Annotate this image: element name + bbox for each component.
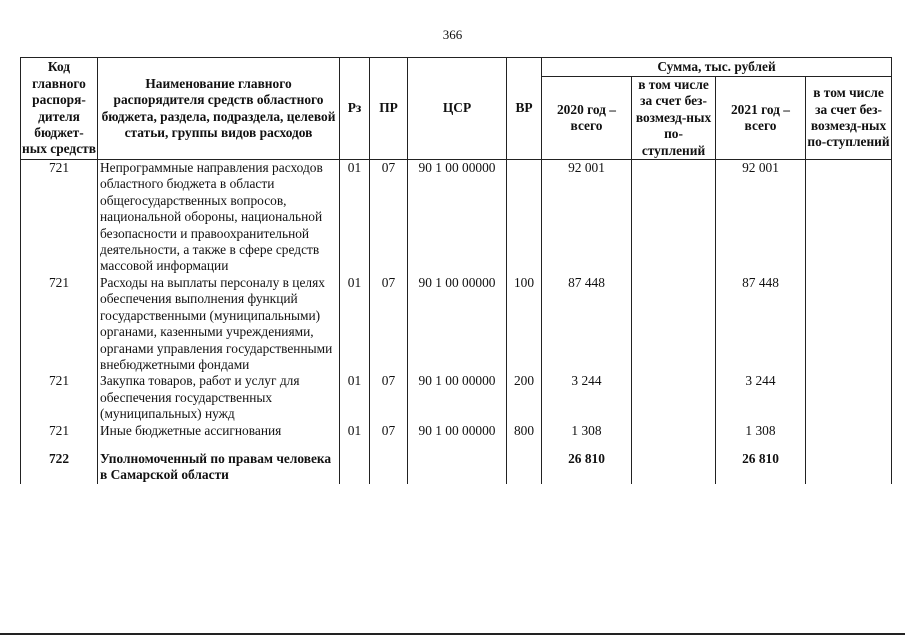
cell-csr: 90 1 00 00000 (408, 423, 507, 439)
cell-vr (507, 160, 542, 275)
cell-csr: 90 1 00 00000 (408, 373, 507, 422)
header-2021-total: 2021 год – всего (716, 77, 806, 160)
cell-2021-total: 92 001 (716, 160, 806, 275)
header-code: Код главного распоря-дителя бюджет-ных средств (21, 58, 98, 160)
cell-vr: 100 (507, 275, 542, 373)
header-csr: ЦСР (408, 58, 507, 160)
cell-rz: 01 (340, 423, 370, 439)
header-2020-total: 2020 год – всего (542, 77, 632, 160)
cell-name: Уполномоченный по правам человека в Самарской области (98, 439, 340, 484)
cell-code: 721 (21, 373, 98, 422)
cell-csr (408, 439, 507, 484)
table-row (21, 275, 892, 373)
cell-pr: 07 (370, 160, 408, 275)
cell-rz: 01 (340, 160, 370, 275)
cell-2020-incl (632, 373, 716, 422)
cell-code: 722 (21, 439, 98, 484)
cell-pr: 07 (370, 373, 408, 422)
cell-2020-incl (632, 160, 716, 275)
cell-2020-total: 1 308 (542, 423, 632, 439)
cell-name: Непрограммные направления расходов областного бюджета в области общегосударственных вопросов, национальной обороны, национальной безопасности и правоохранительной деятельности, а также в сфере средств массовой информации (98, 160, 340, 275)
cell-2021-incl (806, 423, 892, 439)
cell-2021-incl (806, 373, 892, 422)
cell-vr: 800 (507, 423, 542, 439)
header-pr: ПР (370, 58, 408, 160)
table-header (21, 58, 892, 160)
budget-table (20, 57, 892, 484)
cell-vr (507, 439, 542, 484)
cell-2021-incl (806, 275, 892, 373)
cell-pr (370, 439, 408, 484)
table-body (21, 160, 892, 484)
cell-2020-total: 3 244 (542, 373, 632, 422)
table-row (21, 160, 892, 275)
cell-rz (340, 439, 370, 484)
scan-edge-line (0, 633, 905, 635)
cell-2021-total: 87 448 (716, 275, 806, 373)
header-vr: ВР (507, 58, 542, 160)
table-row (21, 439, 892, 484)
header-sum: Сумма, тыс. рублей (542, 58, 892, 77)
header-rz: Рз (340, 58, 370, 160)
table-row (21, 373, 892, 422)
cell-csr: 90 1 00 00000 (408, 160, 507, 275)
header-name: Наименование главного распорядителя средств областного бюджета, раздела, подраздела, целевой статьи, группы видов расходов (98, 58, 340, 160)
cell-2020-total: 87 448 (542, 275, 632, 373)
header-2020-incl: в том числе за счет без-возмезд-ных по-ступлений (632, 77, 716, 160)
cell-pr: 07 (370, 423, 408, 439)
table-row (21, 423, 892, 439)
cell-2021-total: 1 308 (716, 423, 806, 439)
cell-2021-total: 3 244 (716, 373, 806, 422)
cell-2020-incl (632, 439, 716, 484)
cell-2021-total: 26 810 (716, 439, 806, 484)
cell-csr: 90 1 00 00000 (408, 275, 507, 373)
page-number: 366 (442, 27, 463, 42)
cell-code: 721 (21, 423, 98, 439)
cell-rz: 01 (340, 275, 370, 373)
header-2021-incl: в том числе за счет без-возмезд-ных по-ступлений (806, 77, 892, 160)
cell-vr: 200 (507, 373, 542, 422)
cell-name: Расходы на выплаты персоналу в целях обеспечения выполнения функций государственными (муниципальными) органами, казенными учреждениями, органами управления государственными внебюджетными фондами (98, 275, 340, 373)
cell-code: 721 (21, 160, 98, 275)
cell-2020-total: 92 001 (542, 160, 632, 275)
cell-2021-incl (806, 160, 892, 275)
cell-2020-total: 26 810 (542, 439, 632, 484)
cell-code: 721 (21, 275, 98, 373)
cell-name: Иные бюджетные ассигнования (98, 423, 340, 439)
cell-2020-incl (632, 423, 716, 439)
cell-2020-incl (632, 275, 716, 373)
cell-name: Закупка товаров, работ и услуг для обеспечения государственных (муниципальных) нужд (98, 373, 340, 422)
cell-rz: 01 (340, 373, 370, 422)
cell-2021-incl (806, 439, 892, 484)
cell-pr: 07 (370, 275, 408, 373)
